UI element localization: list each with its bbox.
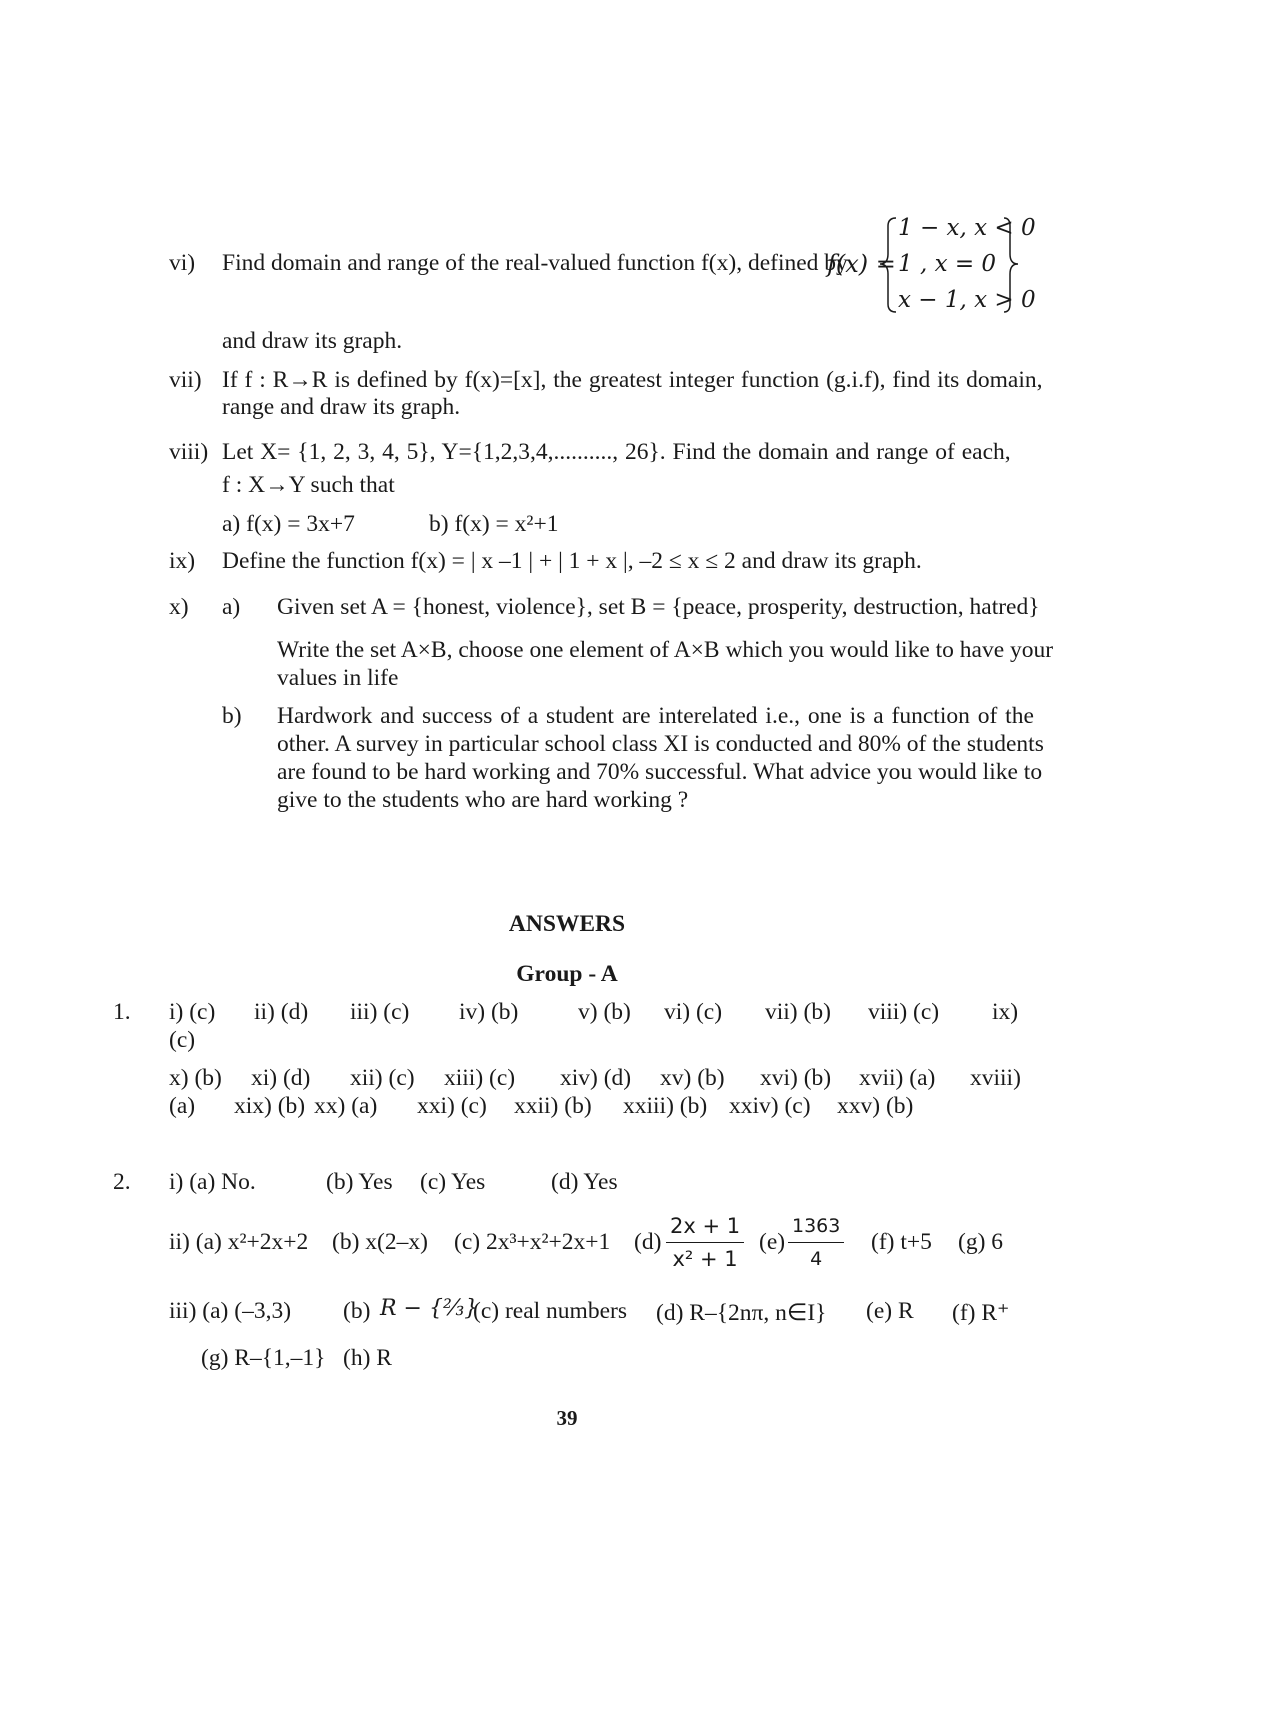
q10-a-label: a) xyxy=(222,594,241,620)
a1-r1-6: vi) (c) xyxy=(664,999,723,1025)
a1-r3-7: xxiv) (c) xyxy=(729,1093,811,1119)
q9-text: Define the function f(x) = | x –1 | + | 1 + x |, –2 ≤ x ≤ 2 and draw its graph. xyxy=(222,548,922,574)
a2-ii-e-fraction xyxy=(788,1210,844,1275)
a2-ii-d-fraction xyxy=(666,1210,744,1275)
a2-iii-b-expression: R − {⅔} xyxy=(380,1296,479,1321)
q8-part-a: a) f(x) = 3x+7 xyxy=(222,511,355,537)
q10-a-line-3: values in life xyxy=(277,665,399,691)
a2-ii-e-denominator: 4 xyxy=(810,1248,823,1270)
a2-ii-d-numerator: 2x + 1 xyxy=(666,1210,744,1243)
a2-iii-b-label: (b) xyxy=(343,1298,371,1324)
a2-i-1: i) (a) No. xyxy=(169,1169,256,1195)
a1-r3-6: xxiii) (b) xyxy=(623,1093,708,1119)
a1-r2-6: xv) (b) xyxy=(660,1065,725,1091)
answers-heading: ANSWERS xyxy=(508,911,626,937)
a1-r2-2: xi) (d) xyxy=(251,1065,311,1091)
q6-fx: f(x) = xyxy=(827,250,896,278)
a2-iii-a: iii) (a) (–3,3) xyxy=(169,1298,292,1324)
a1-r1-5: v) (b) xyxy=(578,999,631,1025)
a1-r1-7: vii) (b) xyxy=(765,999,831,1025)
a2-iii-e: (e) R xyxy=(866,1298,914,1324)
q10-b-line-2: other. A survey in particular school class XI is conducted and 80% of the students xyxy=(277,731,1044,757)
q6-case-1: 1 − x, x < 0 xyxy=(898,215,1036,241)
a1-r1-continuation: (c) xyxy=(169,1027,196,1053)
a2-ii-d-denominator: x² + 1 xyxy=(672,1247,738,1271)
a2-iii-c: (c) real numbers xyxy=(473,1298,627,1324)
q10-a-line-1: Given set A = {honest, violence}, set B = {peace, prosperity, destruction, hatred} xyxy=(277,594,1040,620)
q8-number: viii) xyxy=(169,439,209,465)
a1-r2-9: xviii) xyxy=(970,1065,1021,1091)
answer-1-number: 1. xyxy=(113,999,131,1025)
a1-r1-2: ii) (d) xyxy=(254,999,309,1025)
q7-number: vii) xyxy=(169,367,202,393)
a1-r1-8: viii) (c) xyxy=(868,999,940,1025)
q6-text: Find domain and range of the real-valued function f(x), defined by xyxy=(222,250,848,276)
a2-i-2: (b) Yes xyxy=(326,1169,393,1195)
a1-r1-3: iii) (c) xyxy=(350,999,410,1025)
a2-ii-a: ii) (a) x²+2x+2 xyxy=(169,1229,309,1255)
q8-line-1: Let X= {1, 2, 3, 4, 5}, Y={1,2,3,4,.........., 26}. Find the domain and range of each, xyxy=(222,439,1011,465)
q7-line-2: range and draw its graph. xyxy=(222,394,461,420)
q10-a-line-2: Write the set A×B, choose one element of A×B which you would like to have your xyxy=(277,637,1054,663)
a2-ii-b: (b) x(2–x) xyxy=(332,1229,428,1255)
a2-iii-g: (g) R–{1,–1} xyxy=(201,1345,326,1371)
a1-r3-2: xix) (b) xyxy=(234,1093,306,1119)
a2-iii-d: (d) R–{2nπ, n∈I} xyxy=(656,1300,827,1326)
a1-r3-4: xxi) (c) xyxy=(417,1093,487,1119)
a2-ii-e-numerator: 1363 xyxy=(788,1210,844,1243)
q7-line-1: If f : R→R is defined by f(x)=[x], the greatest integer function (g.i.f), find its domain, xyxy=(222,367,1043,393)
a1-r2-5: xiv) (d) xyxy=(560,1065,632,1091)
group-heading: Group - A xyxy=(516,961,618,987)
q6-case-2: 1 , x = 0 xyxy=(898,251,997,277)
q6-case-3: x − 1, x > 0 xyxy=(898,287,1036,313)
q8-part-b: b) f(x) = x²+1 xyxy=(429,511,559,537)
q8-line-2: f : X→Y such that xyxy=(222,472,395,498)
a1-r2-8: xvii) (a) xyxy=(859,1065,936,1091)
a1-r2-3: xii) (c) xyxy=(350,1065,415,1091)
a1-r2-7: xvi) (b) xyxy=(760,1065,832,1091)
a2-ii-f: (f) t+5 xyxy=(871,1229,932,1255)
a1-r3-3: xx) (a) xyxy=(314,1093,378,1119)
a2-ii-e-label: (e) xyxy=(759,1229,786,1255)
a2-ii-d-label: (d) xyxy=(634,1229,662,1255)
a1-r1-1: i) (c) xyxy=(169,999,216,1025)
q10-number: x) xyxy=(169,594,189,620)
a1-r1-4: iv) (b) xyxy=(459,999,519,1025)
answer-2-number: 2. xyxy=(113,1169,131,1195)
a1-r2-4: xiii) (c) xyxy=(444,1065,516,1091)
a2-i-4: (d) Yes xyxy=(551,1169,618,1195)
q9-number: ix) xyxy=(169,548,196,574)
a1-r3-1: (a) xyxy=(169,1093,196,1119)
q10-b-line-4: give to the students who are hard working ? xyxy=(277,787,689,813)
a2-iii-h: (h) R xyxy=(343,1345,392,1371)
q10-b-label: b) xyxy=(222,703,242,729)
q6-continuation: and draw its graph. xyxy=(222,328,403,354)
a2-iii-f: (f) R⁺ xyxy=(952,1300,1010,1326)
q6-number: vi) xyxy=(169,250,196,276)
q10-b-line-1: Hardwork and success of a student are interelated i.e., one is a function of the xyxy=(277,703,1034,729)
a2-ii-g: (g) 6 xyxy=(958,1229,1004,1255)
a1-r3-8: xxv) (b) xyxy=(837,1093,914,1119)
a2-ii-c: (c) 2x³+x²+2x+1 xyxy=(454,1229,611,1255)
a1-r1-9: ix) xyxy=(992,999,1019,1025)
a1-r2-1: x) (b) xyxy=(169,1065,222,1091)
a2-i-3: (c) Yes xyxy=(420,1169,486,1195)
a1-r3-5: xxii) (b) xyxy=(514,1093,592,1119)
q10-b-line-3: are found to be hard working and 70% successful. What advice you would like to xyxy=(277,759,1043,785)
page-number: 39 xyxy=(556,1406,578,1430)
